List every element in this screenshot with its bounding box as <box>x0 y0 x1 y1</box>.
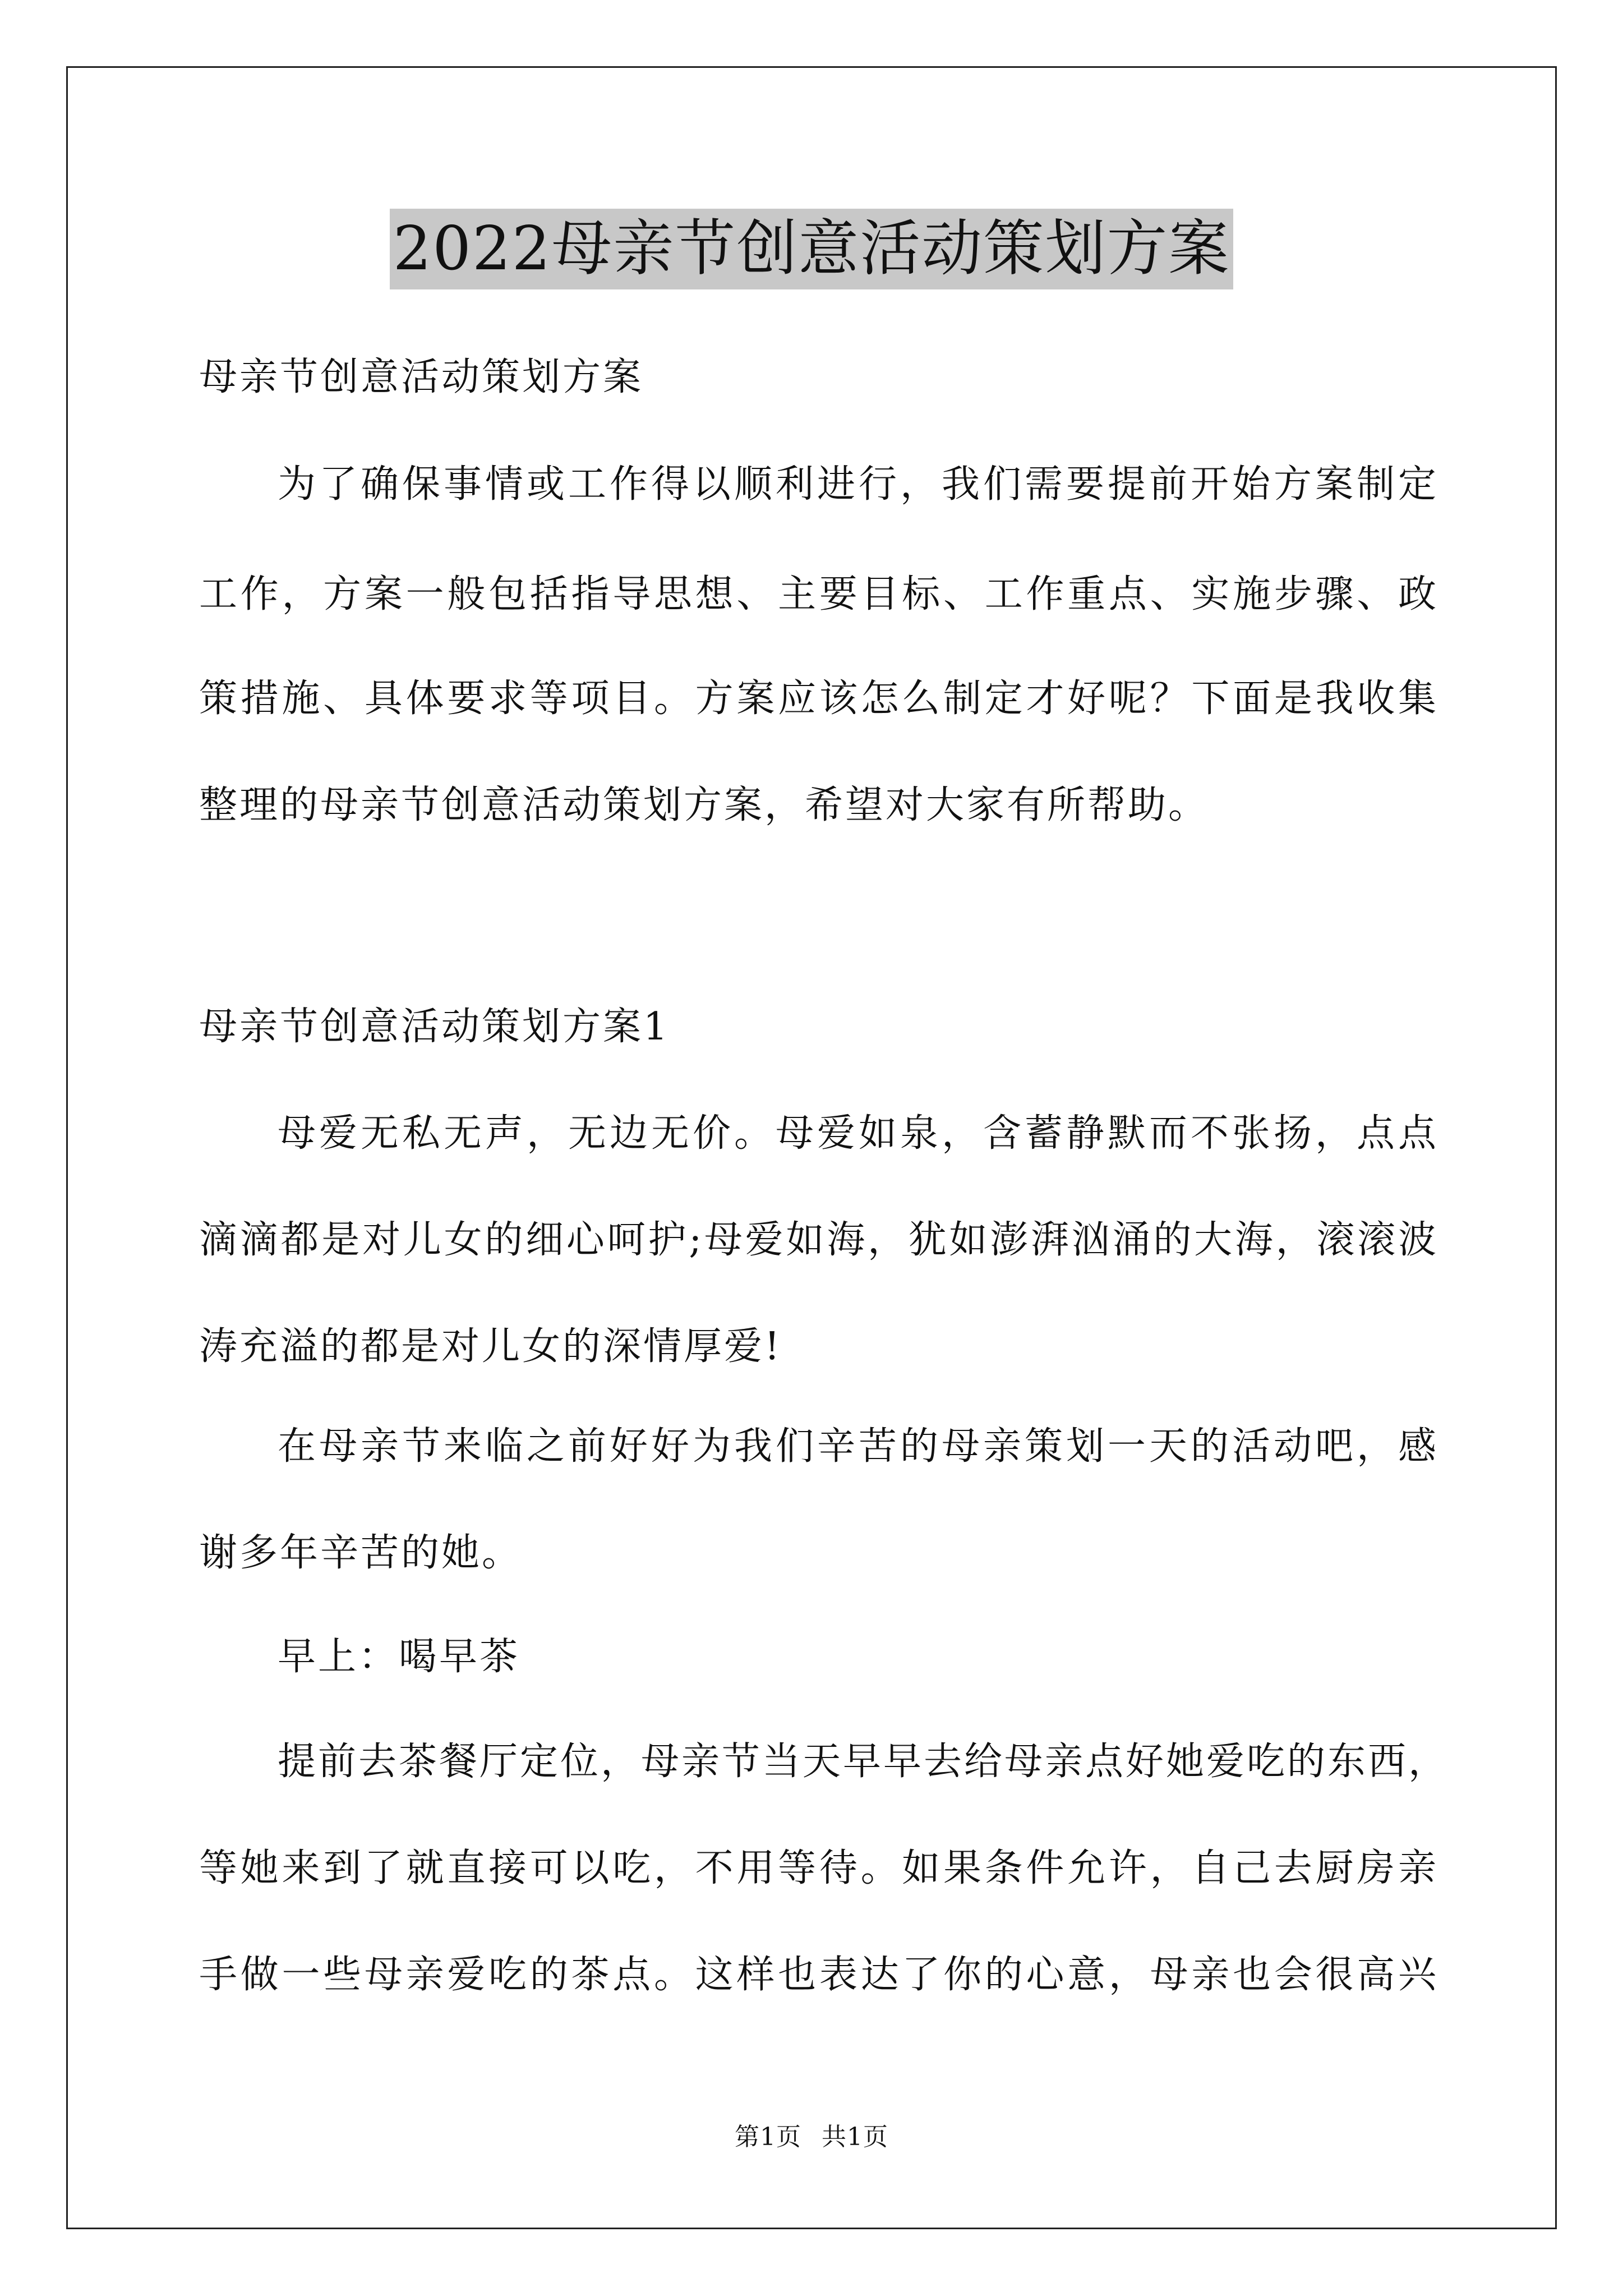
title-container <box>0 209 1623 289</box>
paragraph-3-line-2: 等她来到了就直接可以吃，不用等待。如果条件允许，自己去厨房亲 <box>199 1846 1438 1890</box>
morning-heading <box>199 1630 1438 1685</box>
paragraph-3 <box>199 1734 1449 2003</box>
morning-heading-text: 早上：喝早茶 <box>278 1635 520 1679</box>
subtitle <box>199 350 1438 405</box>
section-heading-text: 母亲节创意活动策划方案1 <box>199 1005 670 1049</box>
intro-line-3: 策措施、具体要求等项目。方案应该怎么制定才好呢？下面是我收集 <box>199 677 1438 721</box>
paragraph-2-line-1: 在母亲节来临之前好好为我们辛苦的母亲策划一天的活动吧，感 <box>278 1424 1438 1469</box>
page-footer <box>0 2120 1623 2154</box>
intro-line-1: 为了确保事情或工作得以顺利进行，我们需要提前开始方案制定 <box>278 462 1438 507</box>
intro-paragraph <box>199 457 1438 833</box>
paragraph-1-line-1: 母爱无私无声，无边无价。母爱如泉，含蓄静默而不张扬，点点 <box>278 1111 1438 1156</box>
paragraph-3-line-3: 手做一些母亲爱吃的茶点。这样也表达了你的心意，母亲也会很高兴 <box>199 1953 1438 1997</box>
document-title: 2022母亲节创意活动策划方案 <box>390 209 1234 289</box>
intro-line-2: 工作，方案一般包括指导思想、主要目标、工作重点、实施步骤、政 <box>199 572 1438 616</box>
subtitle-text: 母亲节创意活动策划方案 <box>199 355 644 399</box>
page-number-total: 共1页 <box>822 2123 888 2151</box>
paragraph-2-line-2: 谢多年辛苦的她。 <box>199 1531 523 1575</box>
intro-line-4: 整理的母亲节创意活动策划方案，希望对大家有所帮助。 <box>199 783 1209 827</box>
page-number-current: 第1页 <box>735 2123 801 2151</box>
paragraph-1 <box>199 1106 1438 1374</box>
section-heading <box>199 1000 1438 1055</box>
paragraph-3-line-1: 提前去茶餐厅定位，母亲节当天早早去给母亲点好她爱吃的东西， <box>278 1740 1449 1784</box>
paragraph-1-line-2: 滴滴都是对儿女的细心呵护;母爱如海，犹如澎湃汹涌的大海，滚滚波 <box>199 1218 1438 1262</box>
paragraph-1-line-3: 涛充溢的都是对儿女的深情厚爱! <box>199 1324 782 1369</box>
paragraph-2 <box>199 1419 1438 1581</box>
